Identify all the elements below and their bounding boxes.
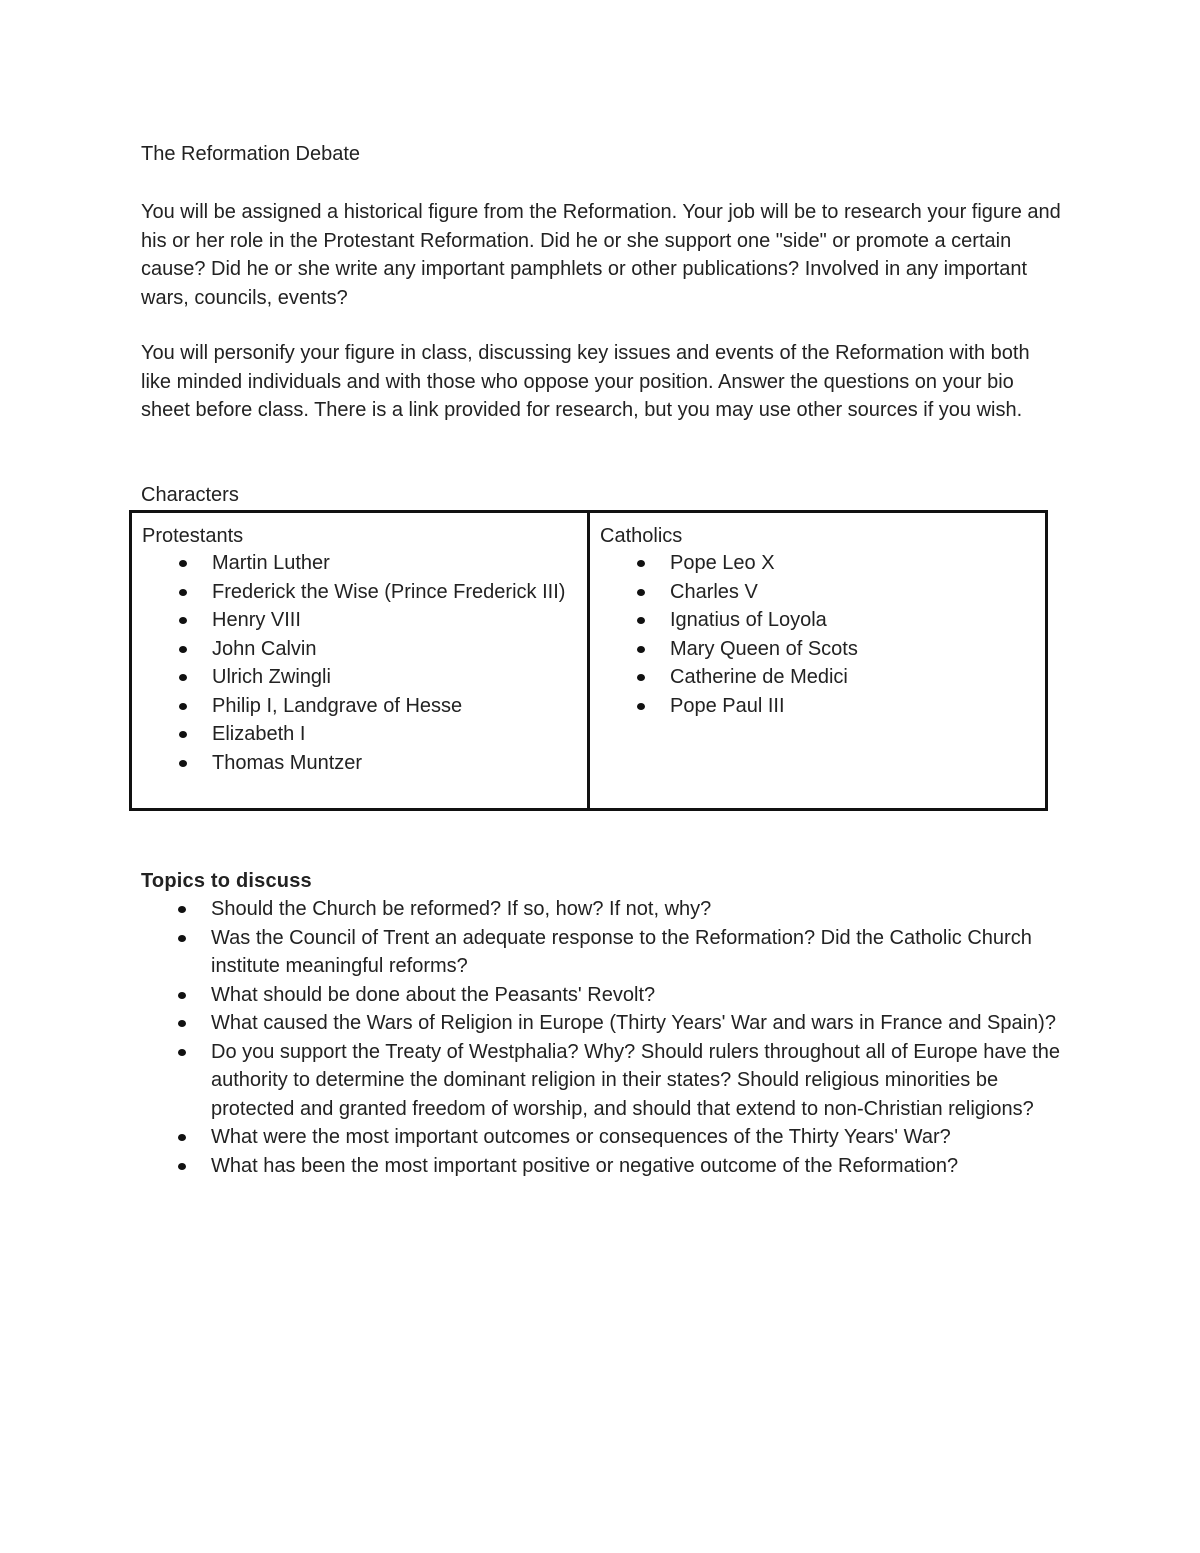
list-item: What caused the Wars of Religion in Europe (Thirty Years' War and wars in France and Spain)? [141,1009,1061,1038]
list-item: Ulrich Zwingli [142,663,579,692]
instructions-paragraph: You will personify your figure in class, discussing key issues and events of the Reformation with both like minded individuals and with those who oppose your position. Answer the questions on your bio sheet before class. There is a link provided for research, but you may use other sources if you wish. [141,342,1030,421]
list-item: Henry VIII [142,606,579,635]
catholics-heading: Catholics [600,525,683,547]
list-item: Charles V [600,578,1037,607]
catholics-cell [589,512,1047,810]
characters-table [129,510,1048,811]
topics-list [141,895,1061,1180]
list-item: Pope Paul III [600,692,1037,721]
list-item: What should be done about the Peasants' Revolt? [141,981,1061,1010]
list-item: John Calvin [142,635,579,664]
intro-paragraph: You will be assigned a historical figure from the Reformation. Your job will be to research your figure and his or her role in the Protestant Reformation. Did he or she support one "side" or promote a certain cause? Did he or she write any important pamphlets or other publications? Involved in any important wars, councils, events? [141,201,1061,309]
list-item: What has been the most important positive or negative outcome of the Reformation? [141,1152,1061,1181]
list-item: What were the most important outcomes or consequences of the Thirty Years' War? [141,1123,1061,1152]
list-item: Elizabeth I [142,720,579,749]
protestants-heading: Protestants [142,525,244,547]
list-item: Ignatius of Loyola [600,606,1037,635]
list-item: Pope Leo X [600,549,1037,578]
list-item: Should the Church be reformed? If so, how? If not, why? [141,895,1061,924]
catholics-list [600,549,1037,720]
list-item: Martin Luther [142,549,579,578]
list-item: Do you support the Treaty of Westphalia? Why? Should rulers throughout all of Europe have the authority to determine the dominant religion in their states? Should religious minorities be protected and granted freedom of worship, and should that extend to non-Christian religions? [141,1038,1061,1124]
list-item: Philip I, Landgrave of Hesse [142,692,579,721]
list-item: Thomas Muntzer [142,749,579,778]
list-item: Was the Council of Trent an adequate response to the Reformation? Did the Catholic Church institute meaningful reforms? [141,924,1061,981]
table-row [131,512,1047,810]
topics-heading: Topics to discuss [141,870,312,892]
topics-section [141,867,1061,1180]
list-item: Catherine de Medici [600,663,1037,692]
document-title: The Reformation Debate [141,143,361,165]
protestants-list [142,549,579,777]
list-item: Mary Queen of Scots [600,635,1037,664]
characters-heading: Characters [141,484,239,506]
list-item: Frederick the Wise (Prince Frederick III) [142,578,579,607]
protestants-cell [131,512,589,810]
